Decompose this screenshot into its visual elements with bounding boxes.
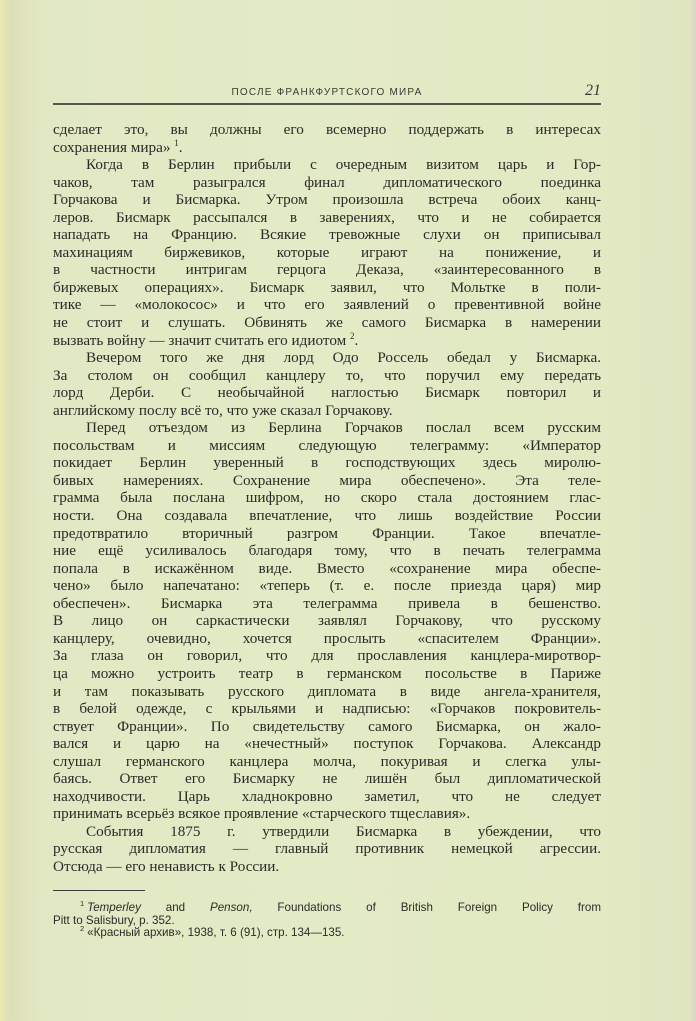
footnote-author: Temperley <box>87 901 141 914</box>
footnotes <box>53 899 601 940</box>
text-line: биржевых операциях». Бисмарк заявил, что Мольтке в поли- <box>53 278 601 296</box>
footnote-rule <box>53 890 145 891</box>
text-line: сохранения мира» $^1$. <box>53 137 183 156</box>
page-number: 21 <box>585 82 601 99</box>
text-line: Отсюда — его ненависть к России. <box>53 857 280 875</box>
body-text <box>53 121 601 876</box>
running-title: ПОСЛЕ ФРАНКФУРТСКОГО МИРА <box>231 87 423 98</box>
text-line: предотвратило вторичный разгром Франции. Такое впечатле- <box>53 524 601 542</box>
text-line: английскому послу всё то, что уже сказал Горчакову. <box>53 401 393 419</box>
text-line: вызвать войну — значит считать его идиотом $^2$. <box>53 330 359 349</box>
paragraph-start: События 1875 г. утвердили Бисмарка в убеждении, что <box>86 822 601 840</box>
text-line: ние ещё усиливалось благодаря тому, что в печать телеграмма <box>53 542 601 560</box>
running-head <box>53 84 601 104</box>
text-line: бивых намерениях. Сохранение мира обеспечено». Эта теле- <box>53 471 601 489</box>
text-line: лорд Дерби. С необычайной наглостью Бисмарк повторил и <box>53 384 601 402</box>
text-line: ности. Она создавала впечатление, что лишь воздействие России <box>53 507 601 525</box>
text-line: обеспечен». Бисмарка эта телеграмма привела в бешенство. <box>53 594 601 612</box>
text-line: ца можно устроить театр в германском посольстве в Париже <box>53 664 601 682</box>
text-line: не стоит и слушать. Обвинять же самого Бисмарка в намерении <box>53 314 601 332</box>
text-line: леров. Бисмарк рассыпался в заверениях, что и не собирается <box>53 208 601 226</box>
footnote-1-continued: Pitt to Salisbury, p. 352. <box>53 913 175 927</box>
text-line: канцлеру, очевидно, хочется прослыть «спасителем Франции». <box>53 629 601 647</box>
text-line: тике — «молокосос» и что его заявлений о превентивной войне <box>53 296 601 314</box>
text-line: Горчакова и Бисмарка. Утром произошла встреча обоих канц- <box>53 191 601 209</box>
footnote-ref[interactable]: 2 <box>350 330 355 341</box>
footnote-1: $^1$ Temperley and Penson, Foundations of British Foreign Policy from <box>80 899 601 914</box>
paragraph-start: Перед отъездом из Берлина Горчаков послал всем русским <box>86 419 601 437</box>
footnote-mark: 1 <box>80 899 85 909</box>
footnote-2: $^2$ «Красный архив», 1938, т. 6 (91), стр. 134—135. <box>80 924 345 940</box>
paragraph-start: Когда в Берлин прибыли с очередным визитом царь и Гор- <box>86 156 601 174</box>
text-line: ствует Франции». По свидетельству самого Бисмарка, он жало- <box>53 717 601 735</box>
text-line: принимать всерьёз всякое проявление «старческого тщеславия». <box>53 805 471 823</box>
text-line: махинациям биржевиков, которые играют на понижение, и <box>53 243 601 261</box>
footnote-ref[interactable]: 1 <box>174 137 179 148</box>
footnote-mark: 2 <box>80 924 85 934</box>
text-line: нападать на Францию. Всякие тревожные слухи он приписывал <box>53 226 601 244</box>
footnote-author: Penson, <box>210 901 253 914</box>
text-line: русская дипломатия — главный противник немецкой агрессии. <box>53 840 601 858</box>
text-line: За столом он сообщил канцлеру то, что поручил ему передать <box>53 366 601 384</box>
page-edge-shadow <box>0 0 6 1021</box>
text-line: вался и царю на «нечестный» поступок Горчакова. Александр <box>53 735 601 753</box>
text-line: в частности интригам герцога Деказа, «заинтересованного в <box>53 261 601 279</box>
text-line: посольствам и миссиям следующую телеграмму: «Император <box>53 436 601 454</box>
text-line: чаков, там разыгрался финал дипломатического поединка <box>53 173 601 191</box>
text-line: попала в искажённом виде. Вместо «сохранение мира обеспе- <box>53 559 601 577</box>
text-line: баясь. Ответ его Бисмарку не лишён был дипломатической <box>53 770 601 788</box>
text-line: За глаза он говорил, что для прославления канцлера-миротвор- <box>53 647 601 665</box>
text-line: грамма была послана шифром, но скоро стала достоянием глас- <box>53 489 601 507</box>
paragraph-start: Вечером того же дня лорд Одо Россель обедал у Бисмарка. <box>86 349 601 367</box>
header-rule <box>53 103 601 105</box>
text-line: в белой одежде, с крыльями и надписью: «Горчаков покровитель- <box>53 700 601 718</box>
text-line: сделает это, вы должны его всемерно поддержать в интересах <box>53 121 601 138</box>
text-line: слушал германского канцлера молча, покуривая и слегка улы- <box>53 752 601 770</box>
text-line: покидает Берлин уверенный в господствующих здесь миролю- <box>53 454 601 472</box>
text-line: находчивости. Царь хладнокровно заметил, что не следует <box>53 787 601 805</box>
text-line: чено» было напечатано: «теперь (т. е. после приезда царя) мир <box>53 577 601 595</box>
text-line: и там показывать русского дипломата в виде ангела-хранителя, <box>53 682 601 700</box>
text-line: В лицо он саркастически заявлял Горчакову, что русскому <box>53 612 601 630</box>
